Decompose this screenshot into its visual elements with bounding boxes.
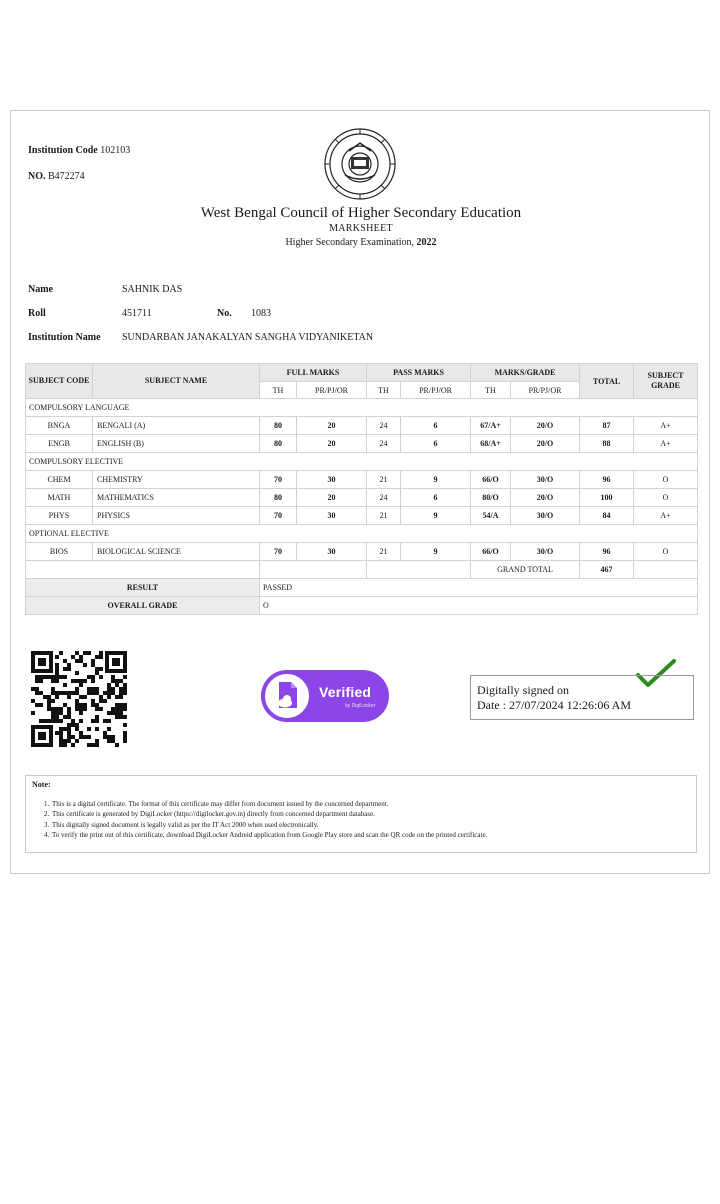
note-list	[51, 799, 690, 841]
student-name: SAHNIK DAS	[122, 284, 183, 295]
header-fm-pr: PR/PJ/OR	[297, 382, 367, 399]
overall-grade-row	[26, 597, 698, 615]
header-subject-grade: SUBJECT GRADE	[634, 364, 698, 399]
marksheet-document: Institution Code 102103 NO. B472274 West Bengal Council of Higher Secondary Education MARKSHEET Higher Secondary Examination, 2022 Name SAHNIK DAS Roll 451711 No. 1083 Institution Name SUNDARBAN JANAKALYAN SANGHA VIDYANIKETAN SUBJECT CODE SUBJECT NAME FULL MARKS PASS MARKS MARKS/GRADE TOTAL SUBJECT GRADE TH PR/PJ/OR TH PR/PJ/OR TH PR/PJ/OR COMPULSORY LANGUAGE BNGA BENGALI (A) 80 20 24 6 67/A+ 20/O 87 A+ ENGB ENGLISH (B) 80 20 24 6 68/A+ 20/O 88 A+ COMPULSORY ELECTIVE CHEM CHEMISTRY 70 30 21 9 66/O 30/O 96 O MATH MATHEMATICS 80 20 24 6 80/O 20/O 100 O PHYS PHYSICS 70 30 21 9 54/A 30/O 84 A+ OPTIONAL ELECTIVE BIOS BIOLOGICAL SCIENCE 70 30 21 9 66/O 30/O 96 O GRAND TOTAL 467 RESULT PASSED OVERALL GRADE O Verified by DigiLocker Digitally signed on Date : 27/07/2024 12:26:06 AM Note: 1. This is a digital certificate. The format of this certificate may differ from document issued by the concerned department. 2. This certificate is generated by DigiLocker (https://digilocker.gov.in) directly from concerned department database. 3. This digitally signed document is legally valid as per the IT Act 2000 when used electronically. 4. To verify the print out of this certificate, download DigiLocker Andreid application from Google Play store and scan the QR code on the printed certificate.	[10, 110, 710, 874]
grand-total-label: GRAND TOTAL	[471, 561, 580, 579]
digital-signature-box	[470, 675, 694, 720]
roll-number: 1083	[251, 308, 271, 319]
note-item: 2. This certificate is generated by DigiLocker (https://digilocker.gov.in) directly from concerned department database.	[51, 809, 690, 820]
council-name: West Bengal Council of Higher Secondary Education	[200, 205, 522, 221]
verified-by-text: by DigiLocker	[345, 703, 376, 709]
header-fm-th: TH	[260, 382, 297, 399]
table-row: BNGA BENGALI (A) 80 20 24 6 67/A+ 20/O 87 A+	[26, 417, 698, 435]
header-total: TOTAL	[580, 364, 634, 399]
signed-date: Date : 27/07/2024 12:26:06 AM	[477, 698, 631, 712]
result-value: PASSED	[260, 579, 698, 597]
institution-name: SUNDARBAN JANAKALYAN SANGHA VIDYANIKETAN	[122, 332, 374, 343]
result-label: RESULT	[26, 579, 260, 597]
exam-name: Higher Secondary Examination, 2022	[285, 237, 437, 248]
title-block	[11, 204, 711, 250]
header-marks-grade: MARKS/GRADE	[471, 364, 580, 382]
roll-value: 451711	[122, 308, 152, 319]
result-row	[26, 579, 698, 597]
qr-code-icon	[31, 651, 127, 747]
table-row: ENGB ENGLISH (B) 80 20 24 6 68/A+ 20/O 88 A+	[26, 435, 698, 453]
institution-code: Institution Code 102103	[28, 145, 131, 156]
table-row: MATH MATHEMATICS 80 20 24 6 80/O 20/O 100 O	[26, 489, 698, 507]
table-row: BIOS BIOLOGICAL SCIENCE 70 30 21 9 66/O 30/O 96 O	[26, 543, 698, 561]
header-pm-pr: PR/PJ/OR	[401, 382, 471, 399]
note-item: 4. To verify the print out of this certificate, download DigiLocker Andreid application from Google Play store and scan the QR code on the printed certificate.	[51, 830, 690, 841]
document-type: MARKSHEET	[329, 223, 393, 234]
document-number: NO. B472274	[28, 171, 85, 182]
signed-label: Digitally signed on	[477, 683, 569, 697]
header-mg-pr: PR/PJ/OR	[511, 382, 580, 399]
note-item: 1. This is a digital certificate. The format of this certificate may differ from document issued by the concerned department.	[51, 799, 690, 810]
overall-grade-label: OVERALL GRADE	[26, 597, 260, 615]
digilocker-verified-badge	[261, 670, 389, 722]
table-row: CHEM CHEMISTRY 70 30 21 9 66/O 30/O 96 O	[26, 471, 698, 489]
table-row: PHYS PHYSICS 70 30 21 9 54/A 30/O 84 A+	[26, 507, 698, 525]
grand-total-value: 467	[580, 561, 634, 579]
header-subject-code: SUBJECT CODE	[26, 364, 93, 399]
overall-grade-value: O	[260, 597, 698, 615]
note-box	[25, 775, 697, 853]
group-row: COMPULSORY LANGUAGE	[26, 399, 698, 417]
verified-text: Verified	[319, 684, 372, 700]
note-title: Note:	[32, 780, 51, 789]
header-pm-th: TH	[367, 382, 401, 399]
marks-table	[25, 363, 698, 615]
grand-total-row	[26, 561, 698, 579]
note-item: 3. This digitally signed document is legally valid as per the IT Act 2000 when used electronically.	[51, 820, 690, 831]
header-subject-name: SUBJECT NAME	[93, 364, 260, 399]
table-header-row	[26, 364, 698, 382]
header-mg-th: TH	[471, 382, 511, 399]
document-cloud-icon	[261, 670, 313, 722]
council-emblem-icon	[323, 127, 397, 201]
group-row: COMPULSORY ELECTIVE	[26, 453, 698, 471]
header-left	[28, 144, 130, 196]
group-row: OPTIONAL ELECTIVE	[26, 525, 698, 543]
exam-year: 2022	[416, 237, 437, 248]
header-pass-marks: PASS MARKS	[367, 364, 471, 382]
header-full-marks: FULL MARKS	[260, 364, 367, 382]
